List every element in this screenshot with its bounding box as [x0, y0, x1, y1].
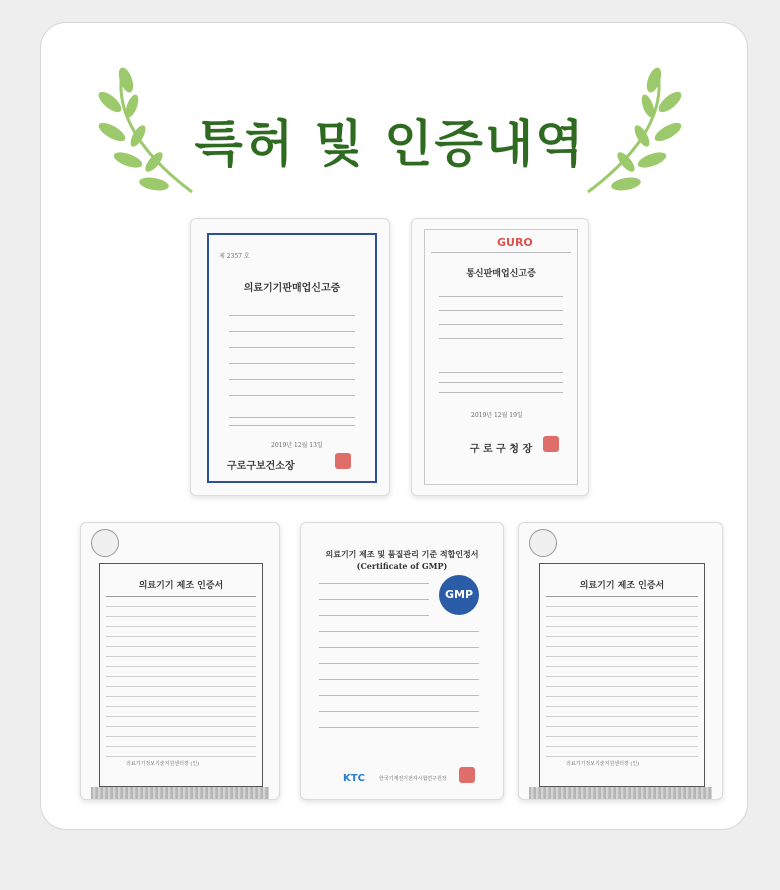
cert-subtitle: (Certificate of GMP) [356, 561, 448, 571]
scan-edge [529, 787, 712, 799]
cert-issuer: 의료기기정보기술지원센터장 (인) [126, 761, 200, 767]
cert-title: 의료기기 제조 인증서 [579, 581, 665, 591]
gmp-badge: GMP [439, 575, 479, 615]
cert-issuer: 구 로 구 청 장 [469, 444, 533, 455]
certificate-card-online-sales[interactable] [411, 218, 589, 496]
page-title: 특허 및 인증내역 [194, 114, 586, 173]
ktc-logo: KTC [343, 773, 365, 784]
certificate-card-gmp[interactable] [300, 522, 504, 800]
cert-issuer: 의료기기정보기술지원센터장 (인) [566, 761, 640, 767]
official-seal-icon [543, 436, 559, 452]
cert-issuer: 한국기계전기전자시험연구원장 [379, 776, 447, 782]
cert-title: 의료기기판매업신고증 [243, 283, 341, 294]
cert-title: 의료기기 제조 인증서 [138, 581, 224, 591]
agency-emblem-icon [91, 529, 119, 557]
scan-edge [91, 787, 269, 799]
certificate-card-medical-device-sales[interactable] [190, 218, 390, 496]
cert-number: 제 2357 호 [219, 253, 250, 260]
official-seal-icon [335, 453, 351, 469]
cert-issuer: 구로구보건소장 [227, 461, 295, 472]
official-seal-icon [459, 767, 475, 783]
cert-date: 2019년 12월 13일 [271, 442, 323, 449]
cert-title: 통신판매업신고증 [466, 269, 536, 279]
certificate-card-manufacturing-2[interactable] [518, 522, 723, 800]
agency-emblem-icon [529, 529, 557, 557]
guro-logo: GURO [497, 236, 533, 249]
cert-title: 의료기기 제조 및 품질관리 기준 적합인정서 [325, 549, 479, 559]
certificate-card-manufacturing-1[interactable] [80, 522, 280, 800]
cert-date: 2019년 12월 19일 [471, 412, 523, 419]
